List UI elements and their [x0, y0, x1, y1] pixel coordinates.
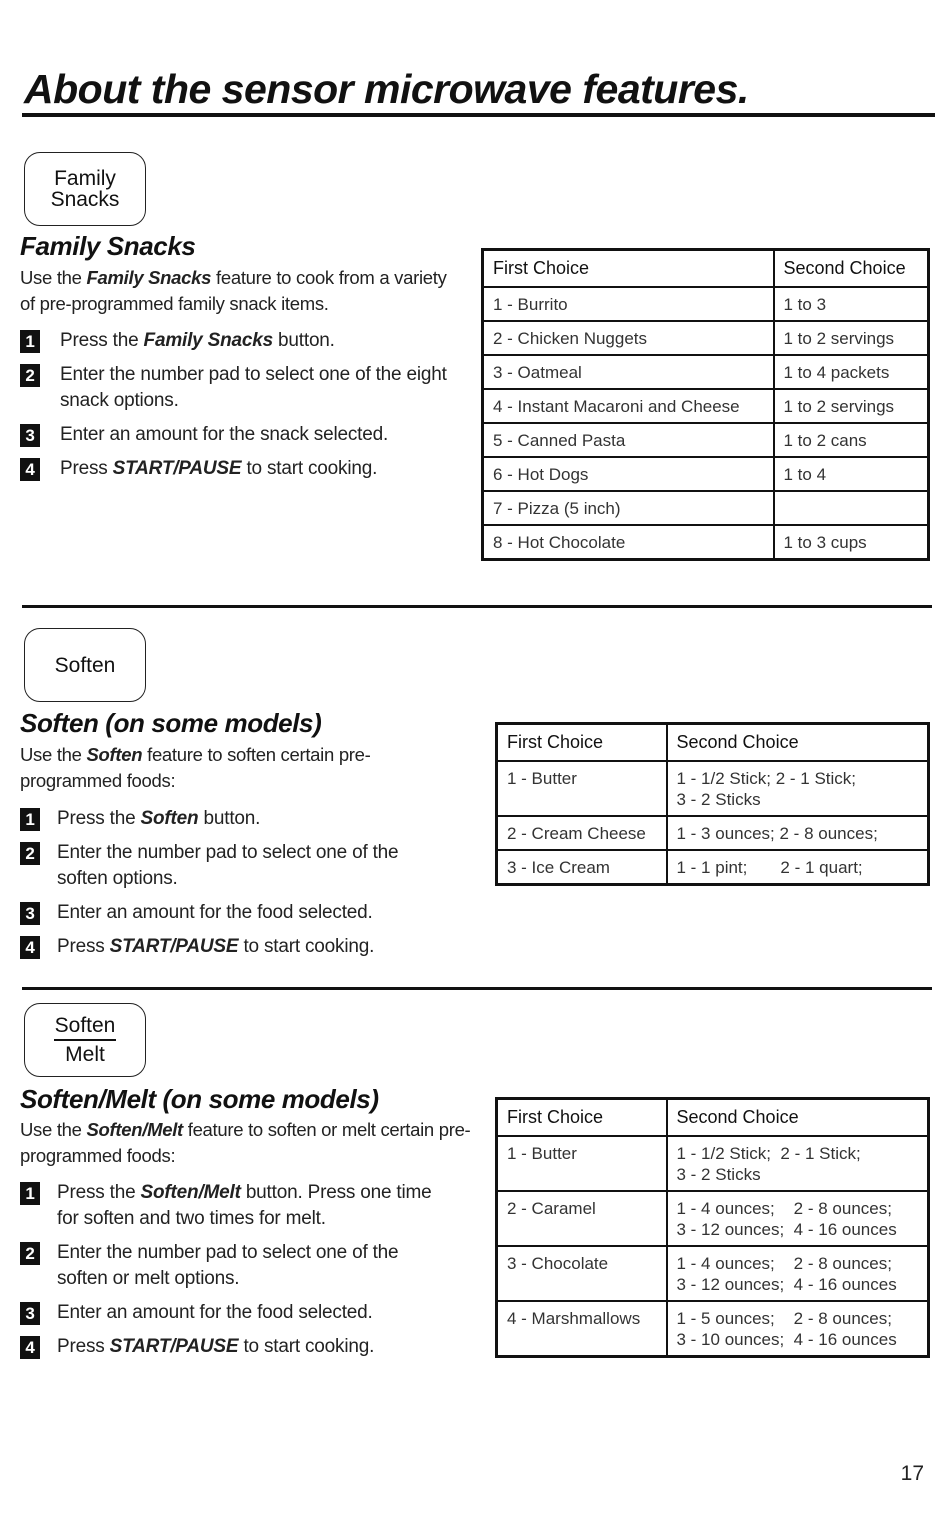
- step-4: 4 Press START/PAUSE to start cooking.: [20, 456, 465, 482]
- step-number-badge: 2: [20, 364, 40, 387]
- table-cell: 7 - Pizza (5 inch): [483, 491, 774, 525]
- table-cell: 1 to 3 cups: [774, 525, 929, 560]
- step-2: 2 Enter the number pad to select one of the soften or melt options.: [20, 1240, 450, 1292]
- soften-melt-key-icon: [24, 1003, 146, 1077]
- table-cell: 1 - 4 ounces; 2 - 8 ounces; 3 - 12 ounces; 4 - 16 ounces: [667, 1191, 929, 1246]
- table-header-row: [483, 250, 929, 288]
- soften-melt-key-line2: Melt: [65, 1043, 105, 1066]
- table-cell: 1 - 3 ounces; 2 - 8 ounces;: [667, 816, 929, 850]
- table-cell: 1 - 1/2 Stick; 2 - 1 Stick; 3 - 2 Sticks: [667, 1136, 929, 1191]
- table-cell: 1 - Burrito: [483, 287, 774, 321]
- column-header: Second Choice: [667, 724, 929, 762]
- table-row: [483, 491, 929, 525]
- table-cell: 1 - 1 pint; 2 - 1 quart;: [667, 850, 929, 885]
- table-row: [483, 355, 929, 389]
- step-number-badge: 3: [20, 902, 40, 925]
- table-cell: 1 to 4: [774, 457, 929, 491]
- soften-melt-intro: Use the Soften/Melt feature to soften or melt certain pre-programmed foods:: [20, 1119, 471, 1166]
- table-cell: 4 - Marshmallows: [497, 1301, 667, 1357]
- table-cell: 2 - Cream Cheese: [497, 816, 667, 850]
- step-3: 3 Enter an amount for the snack selected.: [20, 422, 465, 448]
- family-snacks-key-icon: [24, 152, 146, 226]
- step-number-badge: 3: [20, 424, 40, 447]
- soften-key-icon: [24, 628, 146, 702]
- table-header-row: [497, 1099, 929, 1137]
- step-number-badge: 1: [20, 1182, 40, 1205]
- table-row: [497, 816, 929, 850]
- column-header: First Choice: [483, 250, 774, 288]
- step-number-badge: 4: [20, 1336, 40, 1359]
- step-number-badge: 1: [20, 808, 40, 831]
- table-cell: 5 - Canned Pasta: [483, 423, 774, 457]
- page-number: 17: [900, 1462, 924, 1485]
- table-cell: 1 - 5 ounces; 2 - 8 ounces; 3 - 10 ounces; 4 - 16 ounces: [667, 1301, 929, 1357]
- family-snacks-table: [481, 248, 930, 561]
- soften-key-label: Soften: [54, 653, 116, 677]
- table-cell: 3 - Chocolate: [497, 1246, 667, 1301]
- step-4: 4 Press START/PAUSE to start cooking.: [20, 1334, 450, 1360]
- table-cell: 6 - Hot Dogs: [483, 457, 774, 491]
- title-rule: [22, 113, 935, 117]
- key-divider: [54, 1039, 116, 1041]
- table-row: [497, 1246, 929, 1301]
- step-number-badge: 3: [20, 1302, 40, 1325]
- section-divider: [22, 605, 932, 608]
- table-cell: 1 to 4 packets: [774, 355, 929, 389]
- family-snacks-key-line2: Snacks: [50, 188, 120, 211]
- step-1: 1 Press the Family Snacks button.: [20, 328, 465, 354]
- table-row: [483, 525, 929, 560]
- step-2: 2 Enter the number pad to select one of the soften options.: [20, 840, 425, 892]
- table-cell: 8 - Hot Chocolate: [483, 525, 774, 560]
- soften-table: [495, 722, 930, 886]
- soften-steps: [20, 806, 425, 960]
- table-row: [497, 1191, 929, 1246]
- soften-intro: Use the Soften feature to soften certain pre-programmed foods:: [20, 744, 371, 791]
- table-row: [483, 457, 929, 491]
- step-number-badge: 4: [20, 936, 40, 959]
- step-number-badge: 2: [20, 842, 40, 865]
- table-row: [497, 1301, 929, 1357]
- family-snacks-heading: Family Snacks: [20, 231, 196, 261]
- step-1: 1 Press the Soften button.: [20, 806, 425, 832]
- step-3: 3 Enter an amount for the food selected.: [20, 1300, 450, 1326]
- table-cell: 4 - Instant Macaroni and Cheese: [483, 389, 774, 423]
- step-4: 4 Press START/PAUSE to start cooking.: [20, 934, 425, 960]
- table-cell: 1 - Butter: [497, 761, 667, 816]
- table-row: [497, 761, 929, 816]
- table-row: [497, 850, 929, 885]
- column-header: Second Choice: [774, 250, 929, 288]
- table-cell: 1 - 1/2 Stick; 2 - 1 Stick; 3 - 2 Sticks: [667, 761, 929, 816]
- soften-melt-table: [495, 1097, 930, 1358]
- table-cell: [774, 491, 929, 525]
- table-row: [483, 389, 929, 423]
- family-snacks-intro: Use the Family Snacks feature to cook from a variety of pre-programmed family snack items.: [20, 267, 447, 314]
- table-cell: 1 to 2 servings: [774, 321, 929, 355]
- table-row: [483, 321, 929, 355]
- step-3: 3 Enter an amount for the food selected.: [20, 900, 425, 926]
- table-cell: 1 to 2 cans: [774, 423, 929, 457]
- table-cell: 1 - Butter: [497, 1136, 667, 1191]
- step-number-badge: 1: [20, 330, 40, 353]
- soften-melt-key-line1: Soften: [54, 1014, 116, 1037]
- step-number-badge: 2: [20, 1242, 40, 1265]
- table-cell: 1 to 2 servings: [774, 389, 929, 423]
- table-row: [483, 423, 929, 457]
- table-cell: 2 - Chicken Nuggets: [483, 321, 774, 355]
- column-header: Second Choice: [667, 1099, 929, 1137]
- page-title: About the sensor microwave features.: [24, 66, 749, 112]
- section-divider: [22, 987, 932, 990]
- soften-melt-heading: Soften/Melt (on some models): [20, 1084, 379, 1114]
- soften-heading: Soften (on some models): [20, 708, 322, 738]
- column-header: First Choice: [497, 1099, 667, 1137]
- step-1: 1 Press the Soften/Melt button. Press one time for soften and two times for melt.: [20, 1180, 450, 1232]
- family-snacks-key-line1: Family: [54, 167, 116, 190]
- table-cell: 3 - Oatmeal: [483, 355, 774, 389]
- step-2: 2 Enter the number pad to select one of the eight snack options.: [20, 362, 465, 414]
- table-cell: 1 - 4 ounces; 2 - 8 ounces; 3 - 12 ounces; 4 - 16 ounces: [667, 1246, 929, 1301]
- table-row: [483, 287, 929, 321]
- soften-melt-steps: [20, 1180, 450, 1360]
- family-snacks-steps: [20, 328, 465, 482]
- table-row: [497, 1136, 929, 1191]
- table-header-row: [497, 724, 929, 762]
- column-header: First Choice: [497, 724, 667, 762]
- table-cell: 3 - Ice Cream: [497, 850, 667, 885]
- table-cell: 2 - Caramel: [497, 1191, 667, 1246]
- step-number-badge: 4: [20, 458, 40, 481]
- table-cell: 1 to 3: [774, 287, 929, 321]
